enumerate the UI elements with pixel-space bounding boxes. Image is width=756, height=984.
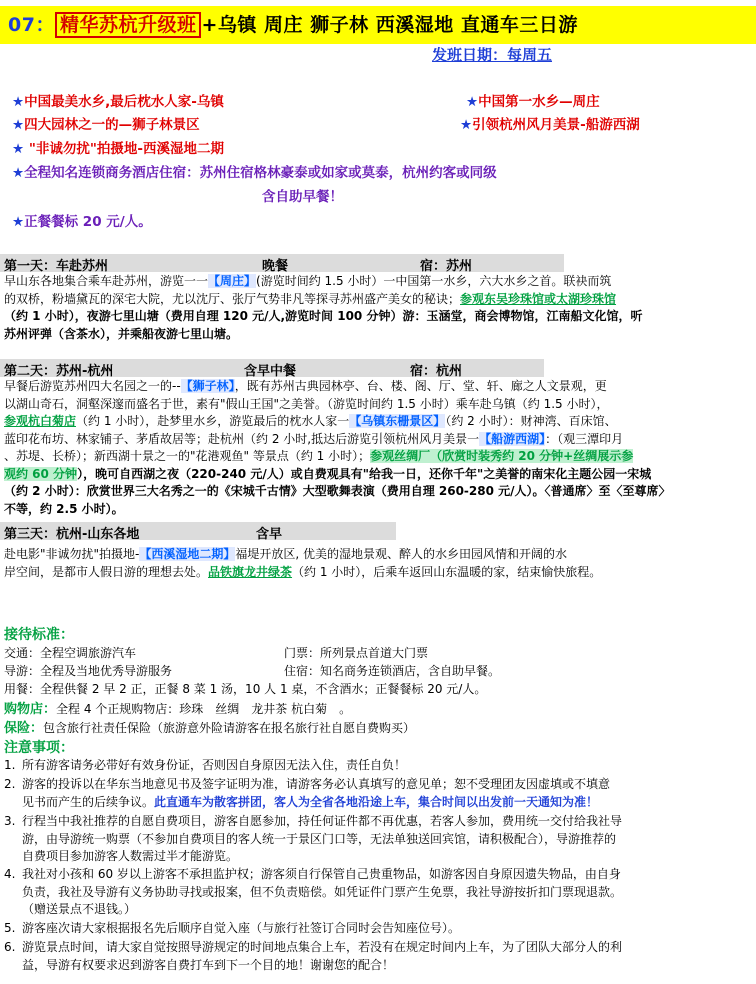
highlight-shizilin: ★四大园林之一的—狮子林景区 xyxy=(12,117,200,133)
highlight-hotel-breakfast: 含自助早餐！ xyxy=(262,189,343,205)
route-name-rest: +乌镇 周庄 狮子林 西溪湿地 直通车三日游 xyxy=(201,14,578,36)
highlight-xixi: ★ "非诚勿扰"拍摄地-西溪湿地二期 xyxy=(12,141,224,157)
standard-insurance: 保险：包含旅行社责任保险（旅游意外险请游客在报名旅行社自愿自费购买） xyxy=(4,721,416,736)
highlight-wuzhen: ★中国最美水乡,最后枕水人家-乌镇 xyxy=(12,94,224,110)
notice-item-6: 6. 游览景点时间，请大家自觉按照导游规定的时间地点集合上车，若没有在规定时间内上车，为了团队大部分人的利 益，导游有权要求迟到游客自费打车到下一个目的地！谢谢您的配合！ xyxy=(4,940,623,972)
highlight-meal: ★正餐餐标 20 元/人。 xyxy=(12,214,152,230)
standard-ticket: 门票：所列景点首道大门票 xyxy=(284,646,429,660)
day2-label: 第二天：苏州-杭州 xyxy=(4,364,114,379)
day2-meal: 含早中餐 xyxy=(244,364,297,379)
route-name-boxed: 精华苏杭升级班 xyxy=(55,12,202,38)
day1-itinerary: 早山东各地集合乘车赴苏州，游览一一【周庄】(游览时间约 1.5 小时）一中国第一水乡，六大水乡之首。联袂而筑 的双桥，粉墙黛瓦的深宅大院，尤以沈厅、张厅气势非凡等探寻苏州盛产美女的秘诀；参观东吴珍珠馆或太湖珍珠馆 （约 1 小时），夜游七里山塘（费用自理 120 元/人,游览时间 100 分钟）游：玉涵堂，商会博物馆，江南船文化馆，听 苏州评弹（含茶水），并乘船夜游七里山塘。 xyxy=(4,274,643,341)
notice-item-5: 5. 游客座次请大家根据报名先后顺序自觉入座（与旅行社签订合同时会告知座位号）。 xyxy=(4,921,461,935)
day3-header xyxy=(0,522,396,540)
notice-item-2: 2. 游客的投诉以在华东当地意见书及签字证明为准，请游客务必认真填写的意见单；恕不受理团友因虚填或不填意 见书而产生的后续争议。此直通车为散客拼团，客人为全省各地沿途上车，集合时间以出发前一天通知为准！ xyxy=(4,777,611,809)
page-title xyxy=(8,10,578,37)
day2-itinerary: 早餐后游览苏州四大名园之一的--【狮子林】，既有苏州古典园林亭、台、楼、阁、厅、堂、轩、廊之人文景观，更 以湖山奇石，洞壑深邃而盛名于世，素有"假山王国"之美誉。（游览时间约 1.5 小时）乘车赴乌镇（约 1.5 小时）， 参观杭白菊店（约 1 小时），赴梦里水乡，游览最后的枕水人家一【乌镇东栅景区】（约 2 小时）：财神湾、百床馆、 蓝印花布坊、林家铺子、茅盾故居等；赴杭州（约 2 小时,抵达后游览引领杭州风月美景一【船游西湖】：（观三潭印月 、苏堤、长桥）；新西湖十景之一的"花港观鱼" 等景点（约 1 小时）；参观丝绸厂（欣赏时装秀约 20 分钟+丝绸展示参 观约 60 分钟），晚可自西湖之夜（220-240 元/人）或自费观具有"给我一日，还你千年"之美誉的南宋化主题公园一宋城 （约 2 小时）：欣赏世界三大名秀之一的《宋城千古情》大型歌舞表演（费用自理 260-280 元/人）。〈普通席〉至〈至尊席〉 不等，约 2.5 小时）。 xyxy=(4,379,671,516)
day3-meal: 含早 xyxy=(256,527,283,542)
day2-header xyxy=(0,359,544,377)
highlight-hotel: ★全程知名连锁商务酒店住宿：苏州住宿格林豪泰或如家或莫泰，杭州约客或同级 xyxy=(12,165,497,181)
standard-meal: 用餐：全程供餐 2 早 2 正，正餐 8 菜 1 汤，10 人 1 桌，不含酒水；正餐餐标 20 元/人。 xyxy=(4,682,487,696)
standards-title: 接待标准： xyxy=(4,627,74,643)
notice-title: 注意事项： xyxy=(4,740,74,756)
day1-stay: 宿：苏州 xyxy=(420,259,473,274)
day3-itinerary: 赴电影"非诚勿扰"拍摄地-【西溪湿地二期】福堤开放区, 优美的湿地景观、醉人的水乡田园风情和开阔的水 岸空间，是都市人假日游的理想去处。品铁旗龙井绿茶（约 1 小时），后乘车返回山东温暖的家，结束愉快旅程。 xyxy=(4,547,602,579)
standard-guide: 导游：全程及当地优秀导游服务 xyxy=(4,664,173,678)
day1-header xyxy=(0,254,564,272)
day3-label: 第三天：杭州-山东各地 xyxy=(4,527,140,542)
standard-hotel: 住宿：知名商务连锁酒店，含自助早餐。 xyxy=(284,664,501,678)
standard-traffic: 交通：全程空调旅游汽车 xyxy=(4,646,137,660)
route-code: 07： xyxy=(8,14,55,36)
day1-meal: 晚餐 xyxy=(262,259,289,274)
departure-date: 发班日期：每周五 xyxy=(432,46,553,64)
notice-item-4: 4. 我社对小孩和 60 岁以上游客不承担监护权；游客须自行保管自己贵重物品，如游客因自身原因遗失物品，由自身 负责，我社及导游有义务协助寻找或报案，但不负责赔偿。如凭证件门票产生免票，我社导游按折扣门票现退款。 （赠送景点不退钱。） xyxy=(4,867,623,916)
day2-stay: 宿：杭州 xyxy=(410,364,463,379)
notice-item-1: 1. 所有游客请务必带好有效身份证，否则因自身原因无法入住，责任自负！ xyxy=(4,758,407,772)
highlight-zhouzhuang: ★中国第一水乡—周庄 xyxy=(466,94,600,110)
notice-item-3: 3. 行程当中我社推荐的自愿自费项目，游客自愿参加，持任何证件都不再优惠，若客人参加，费用统一交付给我社导 游，由导游统一购票（不参加自费项目的客人统一于景区门口等，无法单独送回宾馆，请积极配合），导游推荐的 自费项目参加游客人数需过半才能游览。 xyxy=(4,814,623,863)
day1-label: 第一天：车赴苏州 xyxy=(4,259,109,274)
standard-shopping: 购物店：全程 4 个正规购物店：珍珠 丝绸 龙井茶 杭白菊 。 xyxy=(4,702,352,717)
highlight-west-lake: ★引领杭州风月美景-船游西湖 xyxy=(460,117,640,133)
